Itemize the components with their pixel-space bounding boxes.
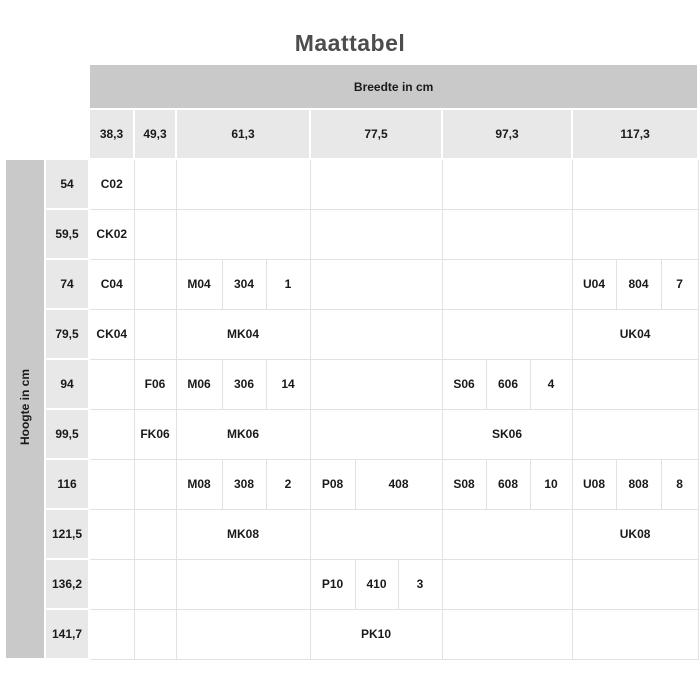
empty-cell	[442, 209, 572, 259]
size-code-cell: UK08	[572, 509, 698, 559]
empty-cell	[134, 159, 176, 209]
row-height-cell: 94	[45, 359, 89, 409]
table-row	[5, 209, 698, 259]
size-code-cell: 3	[398, 559, 442, 609]
empty-cell	[442, 259, 572, 309]
size-code-cell: 410	[355, 559, 398, 609]
size-code-cell: CK02	[89, 209, 134, 259]
size-code-cell: F06	[134, 359, 176, 409]
row-height-cell: 59,5	[45, 209, 89, 259]
size-code-cell: 408	[355, 459, 442, 509]
size-code-cell: S06	[442, 359, 486, 409]
table-row	[5, 309, 698, 359]
size-code-cell: 14	[266, 359, 310, 409]
empty-cell	[134, 509, 176, 559]
empty-cell	[572, 559, 698, 609]
size-code-cell: C04	[89, 259, 134, 309]
row-height-cell: 116	[45, 459, 89, 509]
size-code-cell: 1	[266, 259, 310, 309]
empty-cell	[89, 459, 134, 509]
size-code-cell: M04	[176, 259, 222, 309]
table-row	[5, 259, 698, 309]
table-row	[5, 359, 698, 409]
col-axis-cell: Breedte in cm	[89, 64, 698, 109]
empty-cell	[572, 209, 698, 259]
col-width-cell: 77,5	[310, 109, 442, 159]
corner-cell	[5, 64, 89, 159]
empty-cell	[310, 309, 442, 359]
empty-cell	[134, 609, 176, 659]
empty-cell	[176, 209, 310, 259]
col-width-cell: 61,3	[176, 109, 310, 159]
row-axis-cell	[5, 159, 45, 659]
empty-cell	[442, 609, 572, 659]
size-code-cell: 808	[616, 459, 661, 509]
col-width-cell: 117,3	[572, 109, 698, 159]
empty-cell	[89, 609, 134, 659]
table-row	[5, 609, 698, 659]
size-code-cell: M08	[176, 459, 222, 509]
col-values-row	[5, 109, 698, 159]
col-width-cell: 38,3	[89, 109, 134, 159]
row-height-cell: 136,2	[45, 559, 89, 609]
size-code-cell: U08	[572, 459, 616, 509]
size-code-cell: 8	[661, 459, 698, 509]
empty-cell	[134, 459, 176, 509]
row-height-cell: 121,5	[45, 509, 89, 559]
size-code-cell: SK06	[442, 409, 572, 459]
empty-cell	[442, 309, 572, 359]
size-code-cell: 308	[222, 459, 266, 509]
empty-cell	[572, 159, 698, 209]
empty-cell	[310, 509, 442, 559]
empty-cell	[176, 559, 310, 609]
empty-cell	[442, 509, 572, 559]
empty-cell	[134, 259, 176, 309]
table-row	[5, 409, 698, 459]
empty-cell	[310, 209, 442, 259]
size-code-cell: U04	[572, 259, 616, 309]
empty-cell	[176, 609, 310, 659]
size-code-cell: 804	[616, 259, 661, 309]
row-height-cell: 79,5	[45, 309, 89, 359]
table-header	[5, 64, 698, 159]
empty-cell	[310, 259, 442, 309]
row-height-cell: 74	[45, 259, 89, 309]
table-row	[5, 559, 698, 609]
empty-cell	[89, 409, 134, 459]
empty-cell	[89, 359, 134, 409]
size-code-cell: CK04	[89, 309, 134, 359]
page-title: Maattabel	[294, 30, 406, 56]
empty-cell	[89, 509, 134, 559]
empty-cell	[134, 309, 176, 359]
empty-cell	[134, 209, 176, 259]
col-width-cell: 49,3	[134, 109, 176, 159]
table-body	[5, 159, 698, 659]
size-code-cell: P08	[310, 459, 355, 509]
size-code-cell: 10	[530, 459, 572, 509]
size-code-cell: 306	[222, 359, 266, 409]
size-code-cell: PK10	[310, 609, 442, 659]
size-code-cell: MK06	[176, 409, 310, 459]
size-code-cell: MK04	[176, 309, 310, 359]
size-code-cell: FK06	[134, 409, 176, 459]
size-code-cell: C02	[89, 159, 134, 209]
row-axis-label: Hoogte in cm	[18, 369, 32, 446]
empty-cell	[572, 409, 698, 459]
empty-cell	[442, 159, 572, 209]
row-height-cell: 99,5	[45, 409, 89, 459]
size-code-cell: 2	[266, 459, 310, 509]
empty-cell	[134, 559, 176, 609]
col-width-cell: 97,3	[442, 109, 572, 159]
table-row	[5, 459, 698, 509]
size-code-cell: 608	[486, 459, 530, 509]
size-code-cell: 4	[530, 359, 572, 409]
empty-cell	[89, 559, 134, 609]
size-code-cell: UK04	[572, 309, 698, 359]
empty-cell	[310, 409, 442, 459]
size-code-cell: 7	[661, 259, 698, 309]
size-code-cell: S08	[442, 459, 486, 509]
size-code-cell: 304	[222, 259, 266, 309]
table-row	[5, 159, 698, 209]
size-table	[4, 63, 699, 660]
size-code-cell: 606	[486, 359, 530, 409]
row-height-cell: 141,7	[45, 609, 89, 659]
size-code-cell: M06	[176, 359, 222, 409]
empty-cell	[572, 359, 698, 409]
empty-cell	[310, 159, 442, 209]
empty-cell	[310, 359, 442, 409]
empty-cell	[176, 159, 310, 209]
row-height-cell: 54	[45, 159, 89, 209]
table-row	[5, 509, 698, 559]
empty-cell	[572, 609, 698, 659]
size-code-cell: P10	[310, 559, 355, 609]
empty-cell	[442, 559, 572, 609]
size-code-cell: MK08	[176, 509, 310, 559]
col-axis-row	[5, 64, 698, 109]
